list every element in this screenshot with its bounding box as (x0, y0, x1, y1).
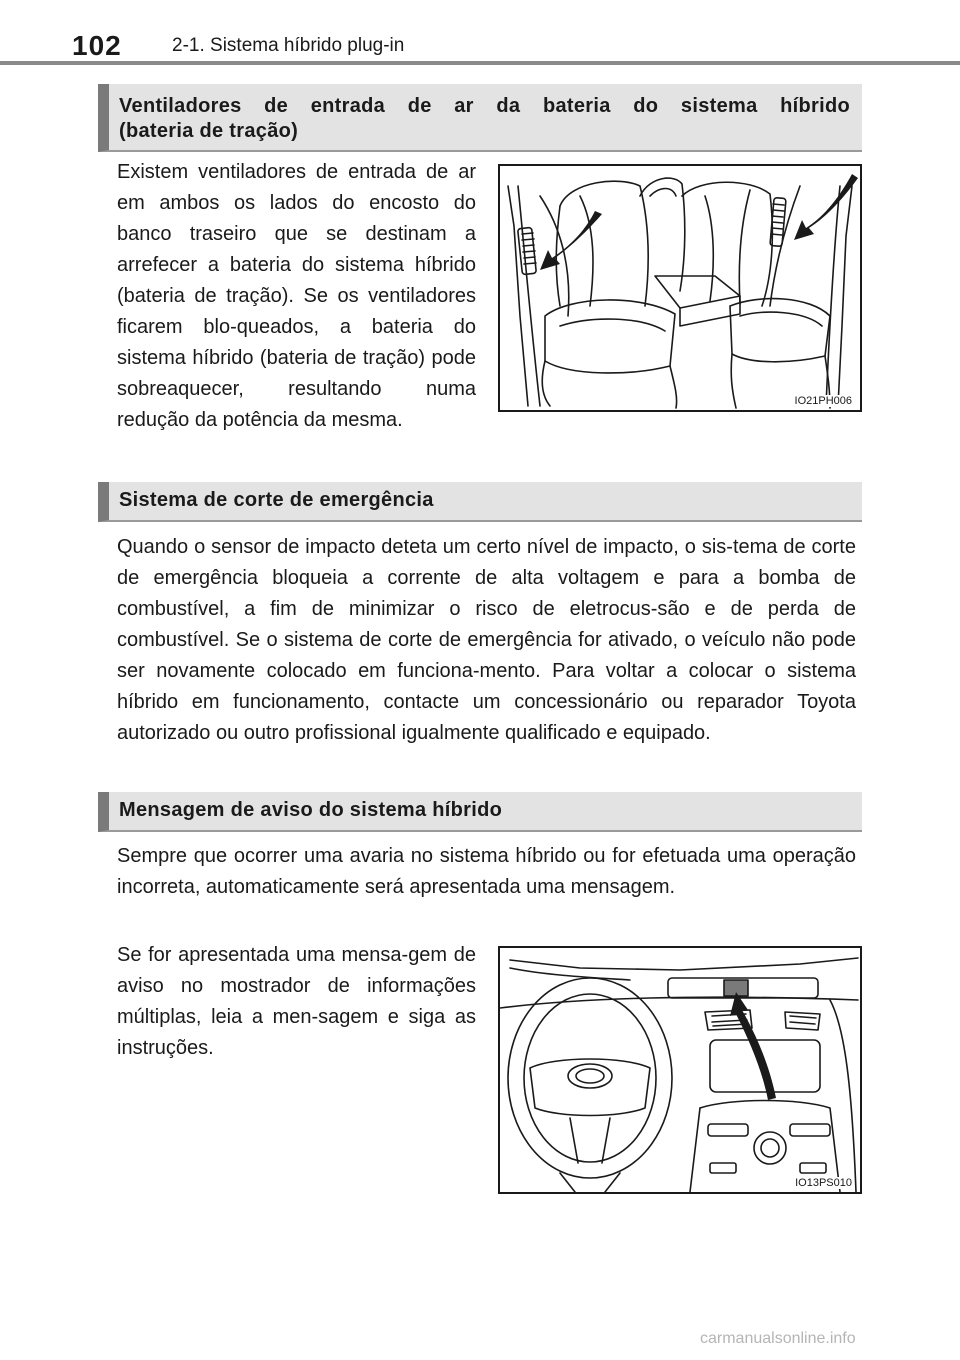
dashboard-drawing (500, 948, 860, 1192)
watermark: carmanualsonline.info (700, 1330, 856, 1347)
page-header (72, 26, 892, 66)
figure-code: IO21PH006 (794, 395, 852, 407)
chapter-title: 2-1. Sistema híbrido plug-in (172, 35, 405, 56)
warning-message-paragraph: Sempre que ocorrer uma avaria no sistema híbrido ou for efetuada uma operação incorreta, automaticamente será apresentada uma mensagem. (117, 845, 856, 898)
battery-vents-paragraph: Existem ventiladores de entrada de ar em ambos os lados do encosto do banco traseiro que se destinam a arrefecer a bateria do sistema híbrido (bateria de tração). Se os ventiladores ficarem blo-queados, a bateria do sistema híbrido (bateria de tração) pode sobreaquecer, resultando numa redução da potência da mesma. (117, 161, 476, 431)
warning-message-instruction: Se for apresentada uma mensa-gem de aviso no mostrador de informações múltiplas, leia a men-sagem e siga as instruções. (117, 944, 476, 1059)
rear-seat-illustration (498, 164, 862, 412)
figure-code: IO13PS010 (795, 1177, 852, 1189)
section-heading-battery-vents (98, 84, 862, 152)
section-title: Sistema de corte de emergência (119, 489, 434, 511)
dashboard-illustration (498, 946, 862, 1194)
page-number: 102 (72, 30, 122, 61)
emergency-cutoff-paragraph: Quando o sensor de impacto deteta um certo nível de impacto, o sis-tema de corte de emergência bloqueia a corrente de alta voltagem e para a bomba de combustível, a fim de minimizar o risco de eletrocus-são e de perda de combustível. Se o sistema de corte de emergência for ativado, o veículo não pode ser novamente colocado em funciona-mento. Para voltar a colocar o sistema híbrido em funcionamento, contacte um concessionário ou reparador Toyota autorizado ou outro profissional igualmente qualificado e equipado. (117, 536, 856, 744)
section-heading-warning-message (98, 792, 862, 832)
section-heading-emergency-cutoff (98, 482, 862, 522)
section-title-line-1: Ventiladores de entrada de ar da bateria do sistema híbrido (119, 95, 850, 117)
section-title-line-2: (bateria de tração) (119, 120, 299, 142)
section-title: Mensagem de aviso do sistema híbrido (119, 799, 503, 821)
header-rule (0, 61, 960, 65)
rear-seat-drawing (500, 166, 860, 410)
